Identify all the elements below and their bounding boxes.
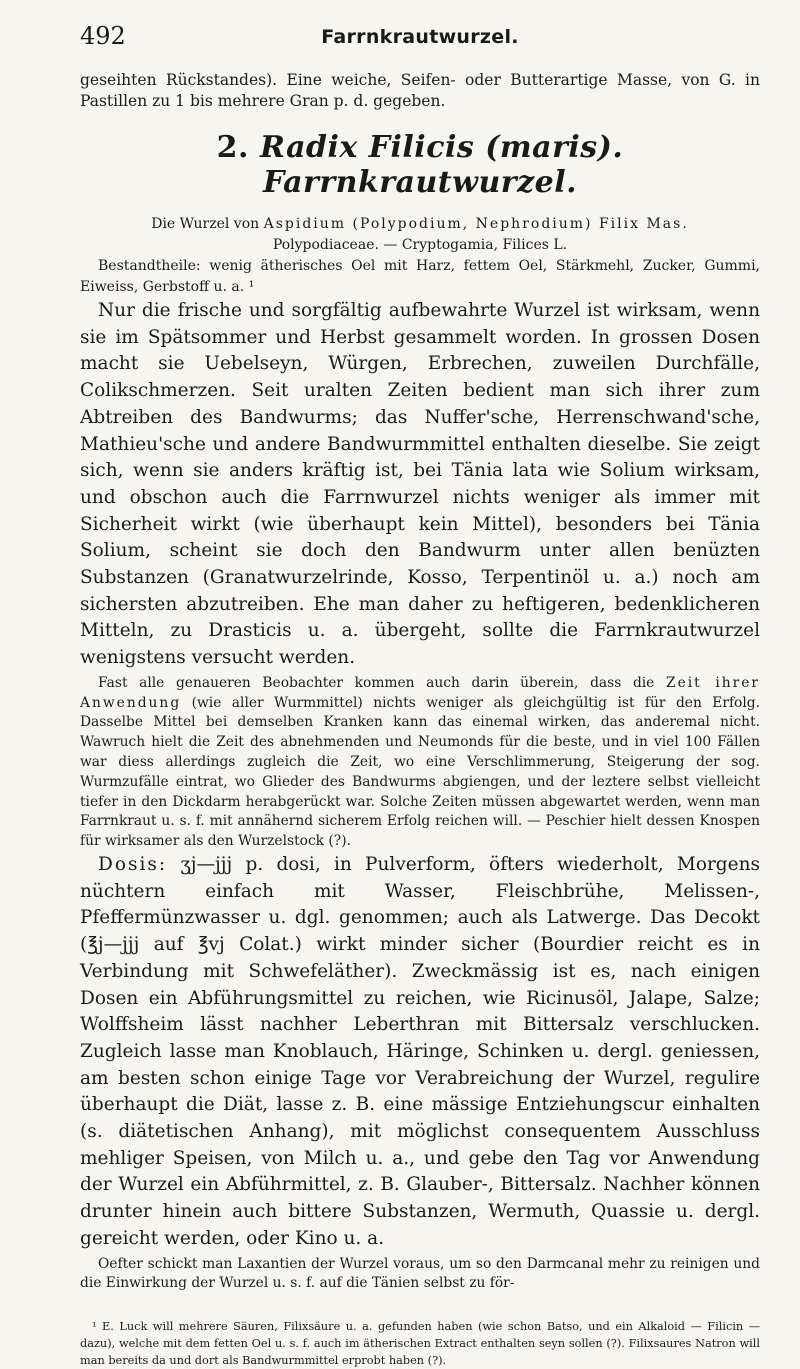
botany-prefix: Die Wurzel von	[151, 216, 264, 232]
note1-post: (wie aller Wurmmittel) nichts weniger als gleichgültig ist für den Erfolg. Dasselbe Mittel bei demselben Kranken kann das einemal wirken, das anderemal nicht. Wawruch hielt die Zeit des abnehmenden und Neumonds für die beste, und in viel 100 Fällen war diess allerdings zugleich die Zeit, wo eine Verschlimmerung, Steigerung der sog. Wurmzufälle eintrat, wo Glieder des Bandwurms abgiengen, und der leztere selbst vielleicht tiefer in den Dickdarm herabgerückt war. Solche Zeiten müssen abgewartet werden, wenn man Farrnkraut u. s. f. mit annähernd sicherem Erfolg reichen will. — Peschier hielt dessen Knospen für wirksamer als den Wurzelstock (?).	[80, 694, 760, 850]
book-page	[80, 22, 760, 1369]
note-paragraph-1	[80, 674, 760, 852]
main-paragraph-2	[80, 852, 760, 1253]
page-header	[80, 22, 760, 62]
running-title: Farrnkrautwurzel.	[321, 26, 519, 48]
dosis-label: Dosis:	[98, 854, 168, 876]
page-number: 492	[80, 22, 126, 50]
constituents-paragraph: Bestandtheile: wenig ätherisches Oel mit Harz, fettem Oel, Stärkmehl, Zucker, Gummi, Eiweiss, Gerbstoff u. a. ¹	[80, 258, 760, 295]
dosis-text: ʒj—jjj p. dosi, in Pulverform, öfters wiederholt, Morgens nüchtern einfach mit Wasser, Fleischbrühe, Melissen-, Pfeffermünzwasser u. dgl. genommen; auch als Latwerge. Das Decokt (℥j—jjj auf ℥vj Colat.) wirkt minder sicher (Bourdier reicht es in Verbindung mit Schwefeläther). Zweckmässig ist es, nach einigen Dosen ein Abführungsmittel zu reichen, wie Ricinusöl, Jalape, Salze; Wolffsheim lässt nachher Leberthran mit Bittersalz verschlucken. Zugleich lasse man Knoblauch, Häringe, Schinken u. dergl. geniessen, am besten schon einige Tage vor Verabreichung der Wurzel, regulire überhaupt die Diät, lasse z. B. eine mässige Entziehungscur einhalten (s. diätetischen Anhang), mit möglichst consequentem Ausschluss mehliger Speisen, von Milch u. a., und gebe den Tag vor Anwendung der Wurzel ein Abführmittel, z. B. Glauber-, Bittersalz. Nachher können drunter hinein auch bittere Substanzen, Wermuth, Quassie u. dergl. gereicht werden, oder Kino u. a.	[80, 854, 760, 1249]
botany-line-1	[80, 214, 760, 235]
note1-pre: Fast alle genaueren Beobachter kommen auch darin überein, dass die	[98, 674, 666, 691]
note-paragraph-2: Oefter schickt man Laxantien der Wurzel voraus, um so den Darmcanal mehr zu reinigen und die Einwirkung der Wurzel u. s. f. auf die Tänien selbst zu för-	[80, 1255, 760, 1292]
section-heading	[80, 130, 760, 200]
botany-species: Aspidium (Polypodium, Nephrodium) Filix Mas.	[263, 216, 689, 232]
main-paragraph-1: Nur die frische und sorgfältig aufbewahrte Wurzel ist wirksam, wenn sie im Spätsommer und Herbst gesammelt worden. In grossen Dosen macht sie Uebelseyn, Würgen, Erbrechen, zuweilen Durchfälle, Colikschmerzen. Seit uralten Zeiten bedient man sich ihrer zum Abtreiben des Bandwurms; das Nuffer'sche, Herrenschwand'sche, Mathieu'sche und andere Bandwurmmittel enthalten dieselbe. Sie zeigt sich, wenn sie anders kräftig ist, bei Tänia lata wie Solium wirksam, und obschon auch die Farrnwurzel nichts weniger als immer mit Sicherheit wirkt (wie überhaupt kein Mittel), besonders bei Tänia Solium, scheint sie doch den Bandwurm unter allen benüzten Substanzen (Granatwurzelrinde, Kosso, Terpentinöl u. a.) noch am sichersten abzutreiben. Ehe man daher zu heftigeren, bedenklicheren Mitteln, zu Drasticis u. a. übergeht, sollte die Farrnkrautwurzel wenigstens versucht werden.	[80, 300, 760, 669]
footnote: ¹ E. Luck will mehrere Säuren, Filixsäure u. a. gefunden haben (wie schon Batso, und ein Alkaloid — Filicin — dazu), welche mit dem fetten Oel u. s. f. auch im ätherischen Extract enthalten seyn sollen (?). Filixsaures Natron will man bereits da und dort als Bandwurmmittel erprobt haben (?).	[80, 1320, 760, 1368]
section-title: Radix Filicis (maris). Farrnkrautwurzel.	[259, 130, 624, 200]
section-number: 2.	[216, 130, 249, 165]
note1-spaced: Zeit ihrer Anwendung	[80, 674, 761, 711]
botany-line-2: Polypodiaceae. — Cryptogamia, Filices L.	[272, 237, 568, 253]
intro-paragraph: geseihten Rückstandes). Eine weiche, Seifen- oder Butterartige Masse, von G. in Pastillen zu 1 bis mehrere Gran p. d. gegeben.	[80, 71, 760, 110]
